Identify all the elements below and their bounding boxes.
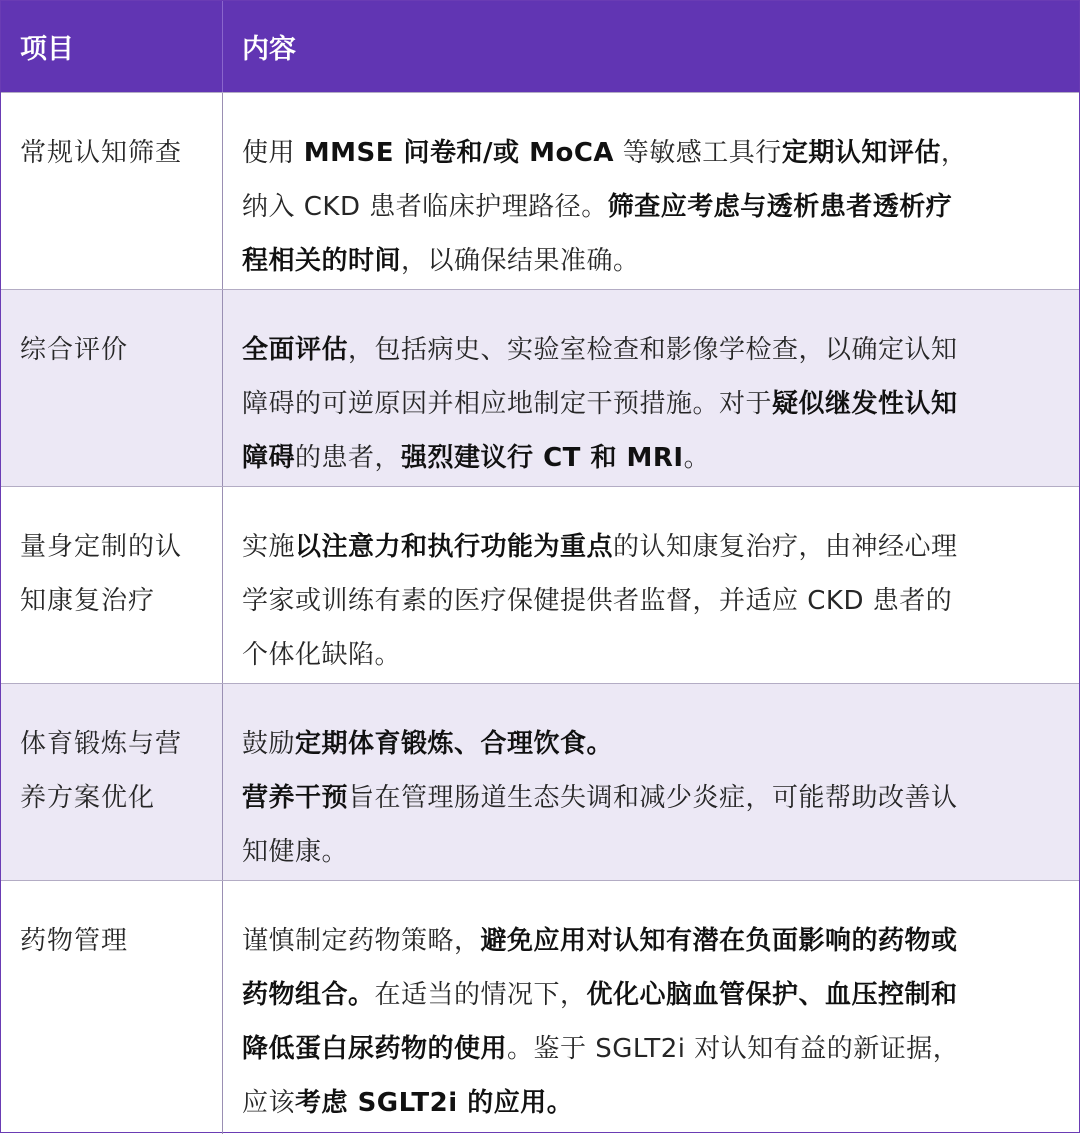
bold-text: 疑似继发性认知	[772, 389, 958, 419]
content-line	[242, 323, 1065, 377]
plain-text: 等敏感工具行	[614, 138, 782, 168]
item-text: 体育锻炼与营	[20, 729, 183, 759]
content-line	[242, 628, 1065, 682]
table-row	[1, 289, 1079, 486]
item-text: 养方案优化	[20, 783, 156, 813]
plain-text: 纳入 CKD 患者临床护理路径。	[242, 192, 608, 222]
row-content-cell	[223, 881, 1079, 1134]
row-item-cell	[1, 881, 223, 1134]
bold-text: 考虑 SGLT2i 的应用。	[295, 1088, 574, 1118]
plain-text: 的认知康复治疗，由神经心理	[613, 532, 958, 562]
item-text: 综合评价	[20, 335, 129, 365]
row-item-cell	[1, 290, 223, 486]
table-row	[1, 880, 1079, 1134]
table-row	[1, 92, 1079, 289]
row-item-cell	[1, 684, 223, 880]
plain-text: 障碍的可逆原因并相应地制定干预措施。对于	[242, 389, 773, 419]
plain-text: 应该	[242, 1088, 296, 1118]
bold-text: 避免应用对认知有潜在负面影响的药物或	[480, 926, 958, 956]
content-line	[242, 914, 1065, 968]
item-text: 知康复治疗	[20, 586, 156, 616]
bold-text: 筛查应考虑与透析患者透析疗	[607, 192, 953, 222]
plain-text: ，包括病史、实验室检查和影像学检查，以确定认知	[348, 335, 958, 365]
header-item: 项目	[1, 1, 223, 92]
plain-text: ，以确保结果准确。	[401, 246, 640, 276]
table-row	[1, 683, 1079, 880]
bold-text: 降低蛋白尿药物的使用	[242, 1034, 508, 1064]
plain-text: 。鉴于 SGLT2i 对认知有益的新证据，	[507, 1034, 960, 1064]
row-content-cell	[223, 93, 1079, 289]
row-item-cell	[1, 93, 223, 289]
content-line	[242, 180, 1065, 234]
bold-text: 定期体育锻炼、合理饮食。	[295, 729, 614, 759]
content-line	[242, 234, 1065, 288]
table-header	[1, 1, 1079, 92]
plain-text: 学家或训练有素的医疗保健提供者监督，并适应 CKD 患者的	[242, 586, 953, 616]
bold-text: 以注意力和执行功能为重点	[295, 532, 614, 562]
plain-text: 知健康。	[242, 837, 349, 867]
content-line	[242, 1022, 1065, 1076]
row-content-cell	[223, 487, 1079, 683]
plain-text: ，	[940, 138, 968, 168]
content-line	[242, 771, 1065, 825]
content-line	[242, 1076, 1065, 1130]
plain-text: 谨慎制定药物策略，	[242, 926, 481, 956]
content-line	[242, 520, 1065, 574]
bold-text: MMSE 问卷和/或 MoCA	[303, 138, 615, 168]
bold-text: 药物组合。	[242, 980, 375, 1010]
bold-text: 全面评估	[242, 335, 349, 365]
table-row	[1, 486, 1079, 683]
plain-text: 实施	[242, 532, 296, 562]
content-line	[242, 968, 1065, 1022]
item-text: 量身定制的认	[20, 532, 183, 562]
plain-text: 。	[683, 443, 711, 473]
plain-text: 的患者，	[295, 443, 402, 473]
bold-text: 障碍	[242, 443, 296, 473]
plain-text: 个体化缺陷。	[242, 640, 402, 670]
row-content-cell	[223, 684, 1079, 880]
content-line	[242, 126, 1065, 180]
plain-text: 旨在管理肠道生态失调和减少炎症，可能帮助改善认	[348, 783, 958, 813]
plain-text: 鼓励	[242, 729, 296, 759]
content-line	[242, 574, 1065, 628]
bold-text: 程相关的时间	[242, 246, 402, 276]
bold-text: 强烈建议行 CT 和 MRI	[401, 443, 684, 473]
item-text: 常规认知筛查	[20, 138, 183, 168]
row-content-cell	[223, 290, 1079, 486]
bold-text: 定期认知评估	[781, 138, 941, 168]
header-content: 内容	[242, 34, 296, 65]
plain-text: 在适当的情况下，	[374, 980, 587, 1010]
content-line	[242, 431, 1065, 485]
row-item-cell	[1, 487, 223, 683]
table-body	[1, 92, 1079, 1134]
content-line	[242, 717, 1065, 771]
content-line	[242, 825, 1065, 879]
content-line	[242, 377, 1065, 431]
plain-text: 使用	[242, 138, 304, 168]
bold-text: 营养干预	[242, 783, 349, 813]
item-text: 药物管理	[20, 926, 129, 956]
bold-text: 优化心脑血管保护、血压控制和	[586, 980, 958, 1010]
